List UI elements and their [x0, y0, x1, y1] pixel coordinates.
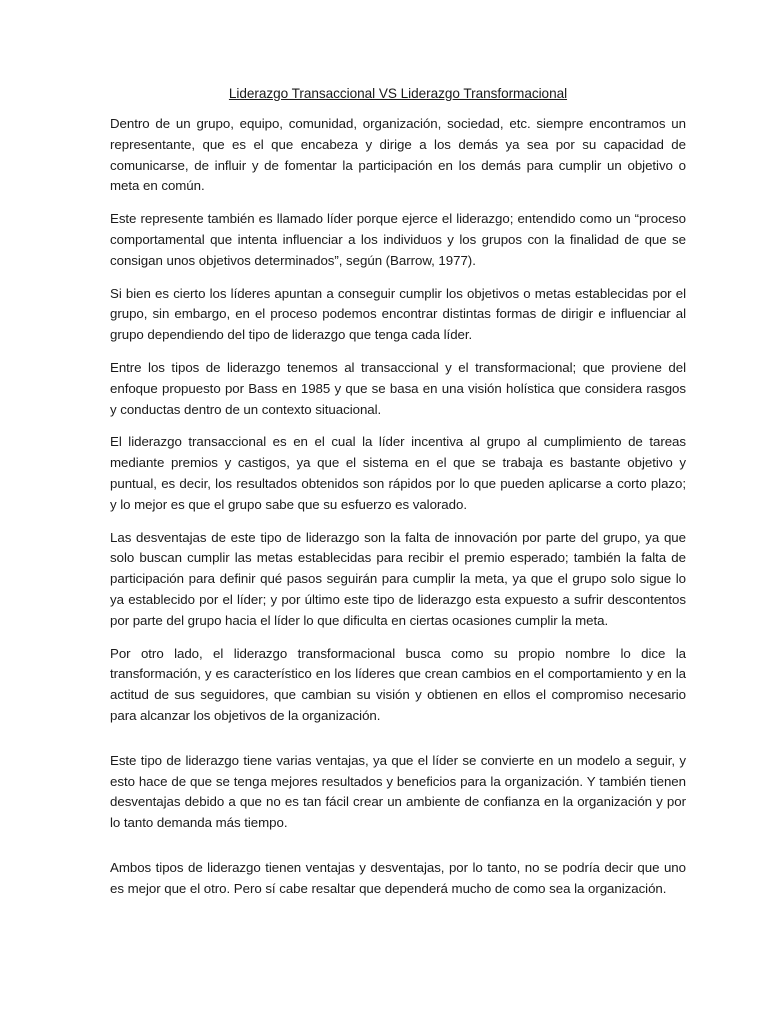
- paragraph-2: Este represente también es llamado líder porque ejerce el liderazgo; entendido como un “proceso comportamental que intenta influenciar a los individuos y los grupos con la finalidad de que se consigan unos objetivos determinados”, según (Barrow, 1977).: [110, 211, 686, 268]
- paragraph-1: Dentro de un grupo, equipo, comunidad, organización, sociedad, etc. siempre encontramos un representante, que es el que encabeza y dirige a los demás ya sea por su capacidad de comunicarse, de influir y de fomentar la participación en los demás para cumplir un objetivo o meta en común.: [110, 116, 686, 194]
- paragraph-6: Las desventajas de este tipo de liderazgo son la falta de innovación por parte del grupo, ya que solo buscan cumplir las metas establecidas para recibir el premio esperado; también la falta de participación para definir qué pasos seguirán para cumplir la meta, ya que el grupo solo sigue lo ya establecido por el líder; y por último este tipo de liderazgo esta expuesto a sufrir descontentos por parte del grupo hacia el líder lo que dificulta en ciertas ocasiones cumplir la meta.: [110, 529, 686, 628]
- document-title: Liderazgo Transaccional VS Liderazgo Transformacional: [228, 86, 568, 101]
- paragraph-4: Entre los tipos de liderazgo tenemos al transaccional y el transformacional; que proviene del enfoque propuesto por Bass en 1985 y que se basa en una visión holística que considera rasgos y conductas dentro de un contexto situacional.: [110, 359, 686, 417]
- paragraph-5: El liderazgo transaccional es en el cual la líder incentiva al grupo al cumplimiento de tareas mediante premios y castigos, ya que el sistema en el que se trabaja es bastante objetivo y puntual, es decir, los resultados obtenidos son rápidos por lo que pueden aplicarse a corto plazo; y lo mejor es que el grupo sabe que su esfuerzo es valorado.: [110, 434, 686, 512]
- paragraph-3: Si bien es cierto los líderes apuntan a conseguir cumplir los objetivos o metas establecidas por el grupo, sin embargo, en el proceso podemos encontrar distintas formas de dirigir e influenciar al grupo dependiendo del tipo de liderazgo que tenga cada líder.: [110, 285, 686, 343]
- paragraph-9: Ambos tipos de liderazgo tienen ventajas y desventajas, por lo tanto, no se podría decir que uno es mejor que el otro. Pero sí cabe resaltar que dependerá mucho de como sea la organización.: [110, 859, 686, 896]
- paragraph-7: Por otro lado, el liderazgo transformacional busca como su propio nombre lo dice la transformación, y es característico en los líderes que crean cambios en el comportamiento y en la actitud de sus seguidores, que cambian su visión y obtienen en ellos el compromiso necesario para alcanzar los objetivos de la organización.: [110, 645, 686, 723]
- paragraph-8: Este tipo de liderazgo tiene varias ventajas, ya que el líder se convierte en un modelo a seguir, y esto hace de que se tenga mejores resultados y beneficios para la organización. Y también tienen desventajas debido a que no es tan fácil crear un ambiente de confianza en la organización y por lo tanto demanda más tiempo.: [110, 752, 686, 831]
